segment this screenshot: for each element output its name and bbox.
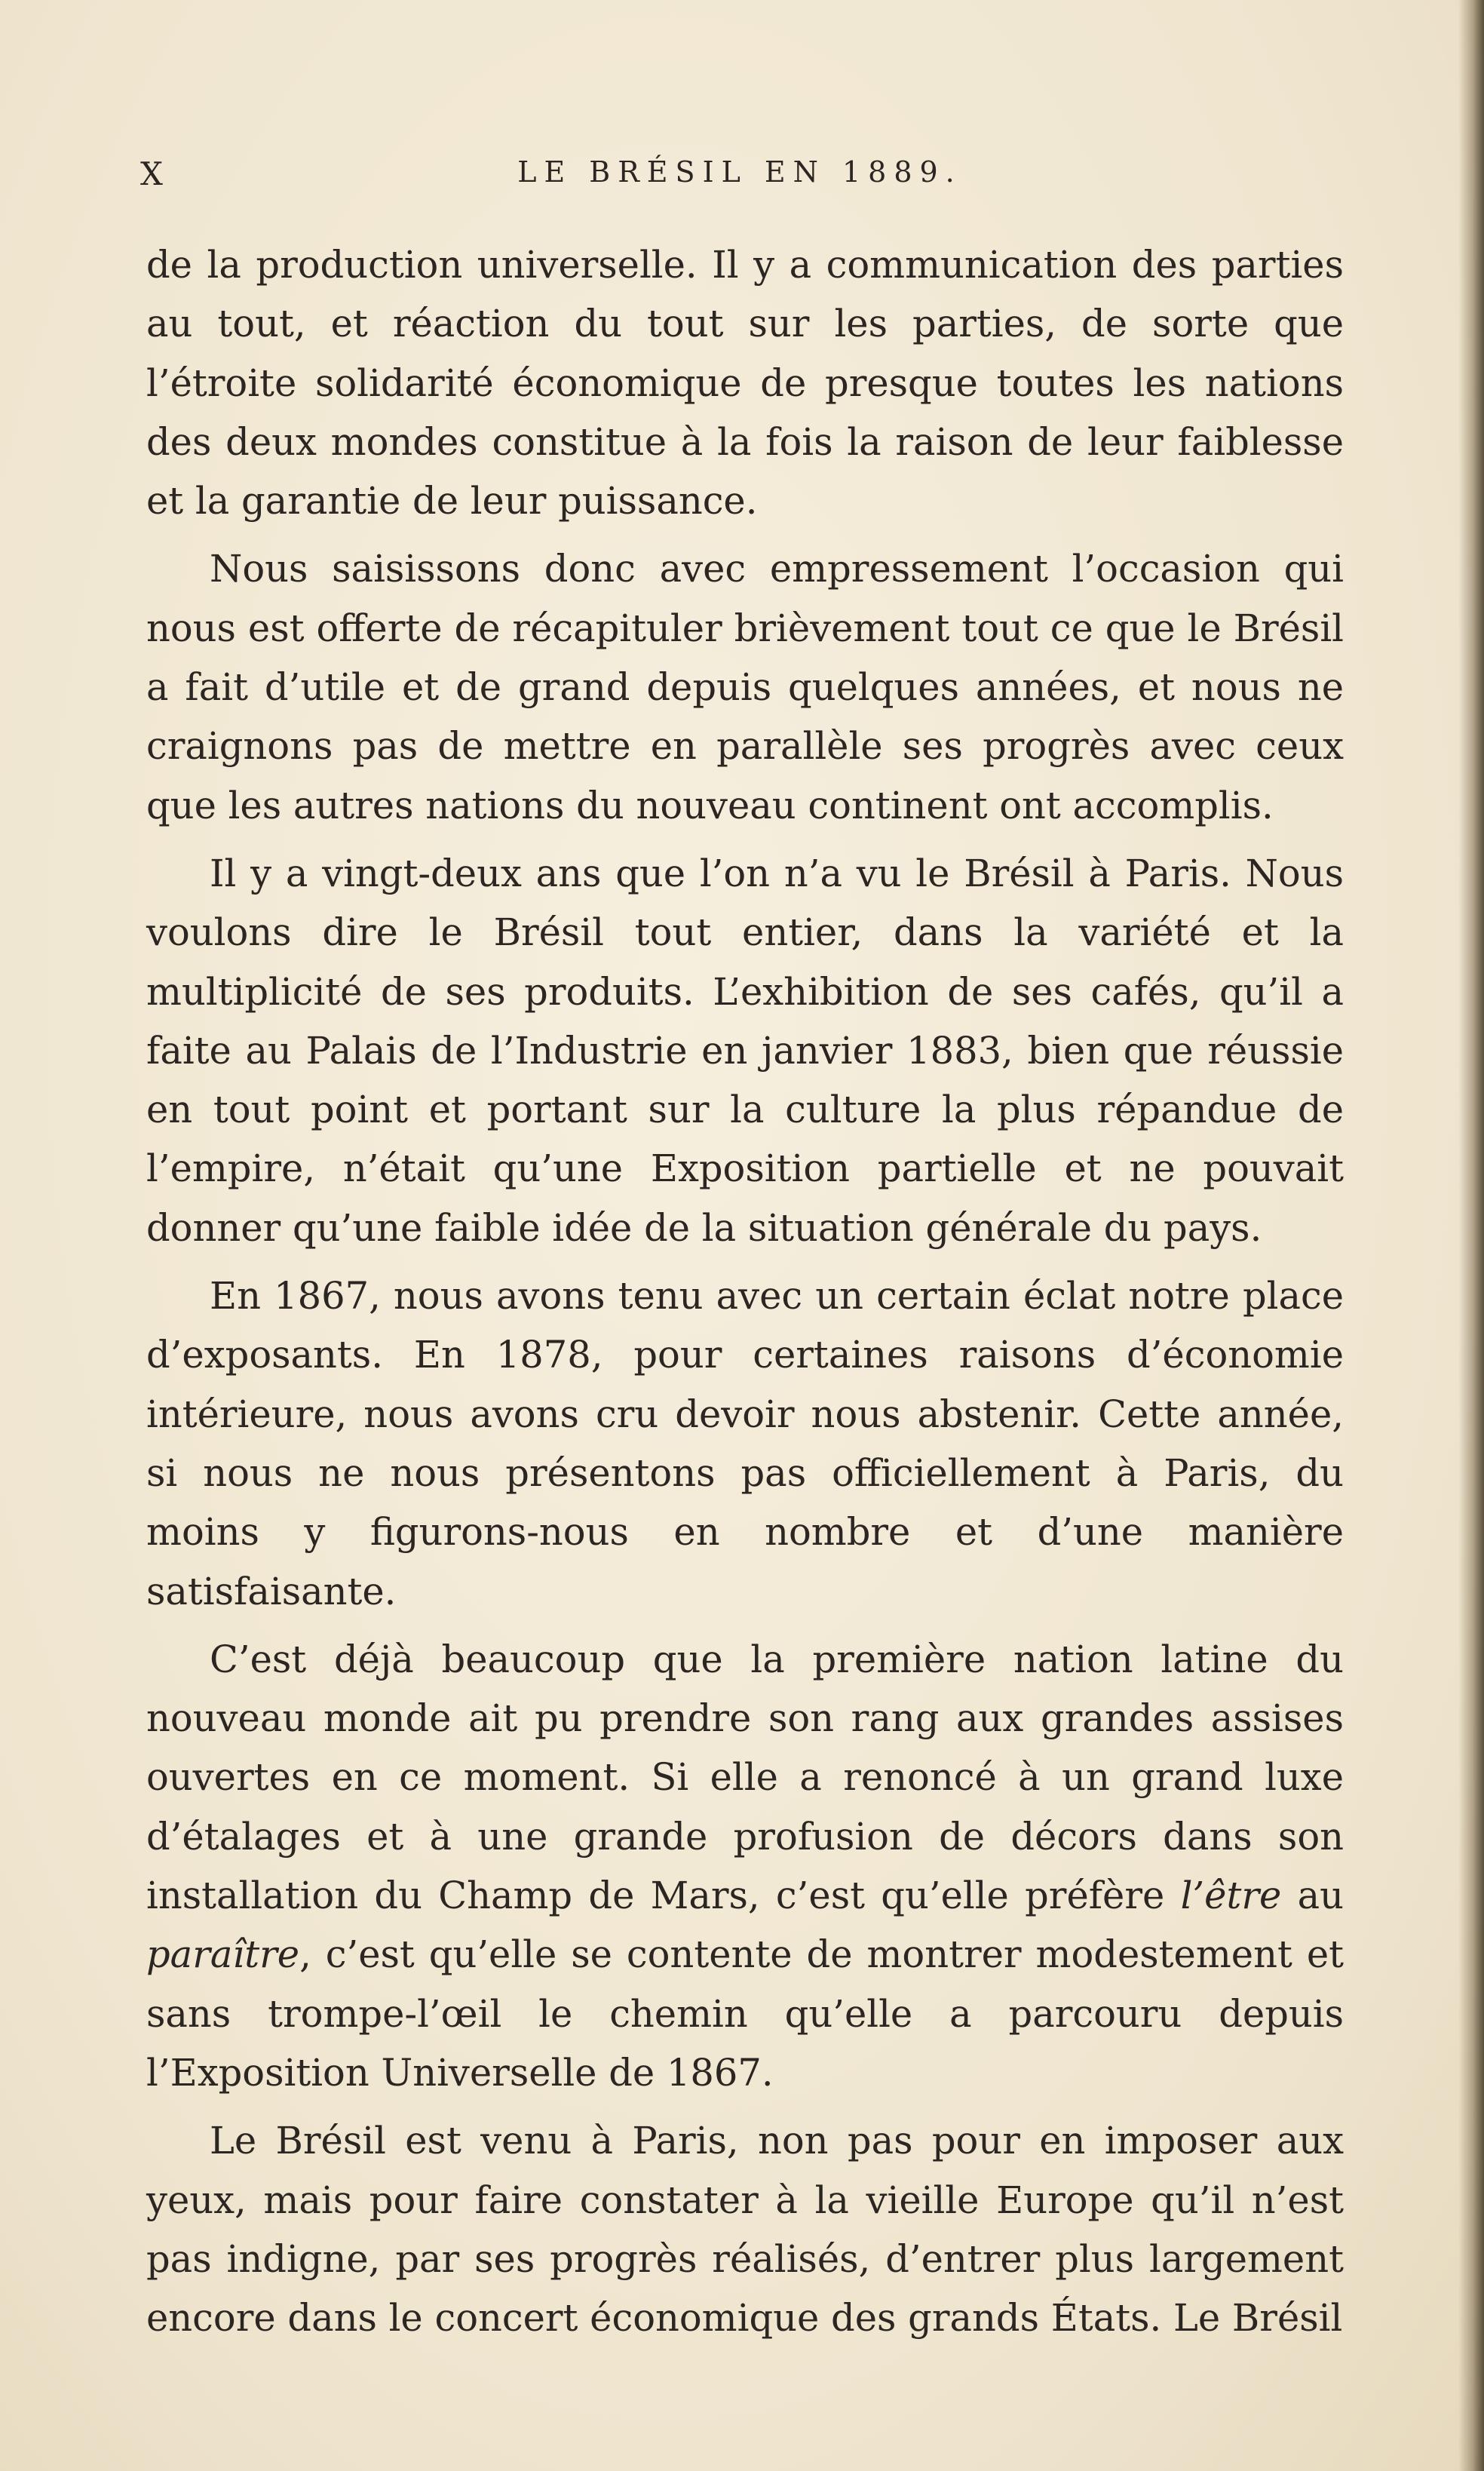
paragraph-5-italic-paraitre: paraître bbox=[146, 1932, 300, 1977]
paragraph-1: de la production universelle. Il y a communication des parties au tout, et réaction du tout sur les parties, de sorte que l’étroite solidarité économique de presque toutes les nations des deux mondes constitue à la fois la raison de leur faiblesse et la garantie de leur puissance. bbox=[146, 243, 1344, 523]
running-header bbox=[140, 155, 1339, 201]
paragraph-5-text-c: , c’est qu’elle se contente de montrer modestement et sans trompe-l’œil le chemin qu’elle a parcouru depuis l’Exposition Universelle de 1867. bbox=[146, 1932, 1344, 2095]
paragraph-5-text-b: au bbox=[1281, 1874, 1344, 1918]
paragraph-5-italic-etre: l’être bbox=[1180, 1874, 1282, 1918]
page-number: X bbox=[140, 155, 164, 192]
paragraph-2: Nous saisissons donc avec empressement l’occasion qui nous est offerte de récapituler brièvement tout ce que le Brésil a fait d’utile et de grand depuis quelques années, et nous ne craignons pas de mettre en parallèle ses progrès avec ceux que les autres nations du nouveau continent ont accomplis. bbox=[146, 547, 1344, 827]
body-text bbox=[146, 235, 1344, 2356]
paragraph-4: En 1867, nous avons tenu avec un certain éclat notre place d’exposants. En 1878, pour certaines raisons d’économie intérieure, nous avons cru devoir nous abstenir. Cette année, si nous ne nous présentons pas officiellement à Paris, du moins y figurons-nous en nombre et d’une manière satisfaisante. bbox=[146, 1274, 1344, 1613]
paragraph-6: Le Brésil est venu à Paris, non pas pour en imposer aux yeux, mais pour faire constater à la vieille Europe qu’il n’est pas indigne, par ses progrès réalisés, d’entrer plus largement encore dans le concert économique des grands États. Le Brésil bbox=[146, 2119, 1344, 2341]
paragraph-5-text-a: C’est déjà beaucoup que la première nation latine du nouveau monde ait pu prendre son rang aux grandes assises ouvertes en ce moment. Si elle a renoncé à un grand luxe d’étalages et à une grande profusion de décors dans son installation du Champ de Mars, c’est qu’elle préfère bbox=[146, 1637, 1344, 1918]
paragraph-3: Il y a vingt-deux ans que l’on n’a vu le Brésil à Paris. Nous voulons dire le Brésil tout entier, dans la variété et la multiplicité de ses produits. L’exhibition de ses cafés, qu’il a faite au Palais de l’Industrie en janvier 1883, bien que réussie en tout point et portant sur la culture la plus répandue de l’empire, n’était qu’une Exposition partielle et ne pouvait donner qu’une faible idée de la situation générale du pays. bbox=[146, 851, 1344, 1250]
running-title: LE BRÉSIL EN 1889. bbox=[517, 155, 962, 189]
paragraph-5 bbox=[146, 1630, 1344, 2102]
page-edge-shadow bbox=[1458, 0, 1484, 2471]
